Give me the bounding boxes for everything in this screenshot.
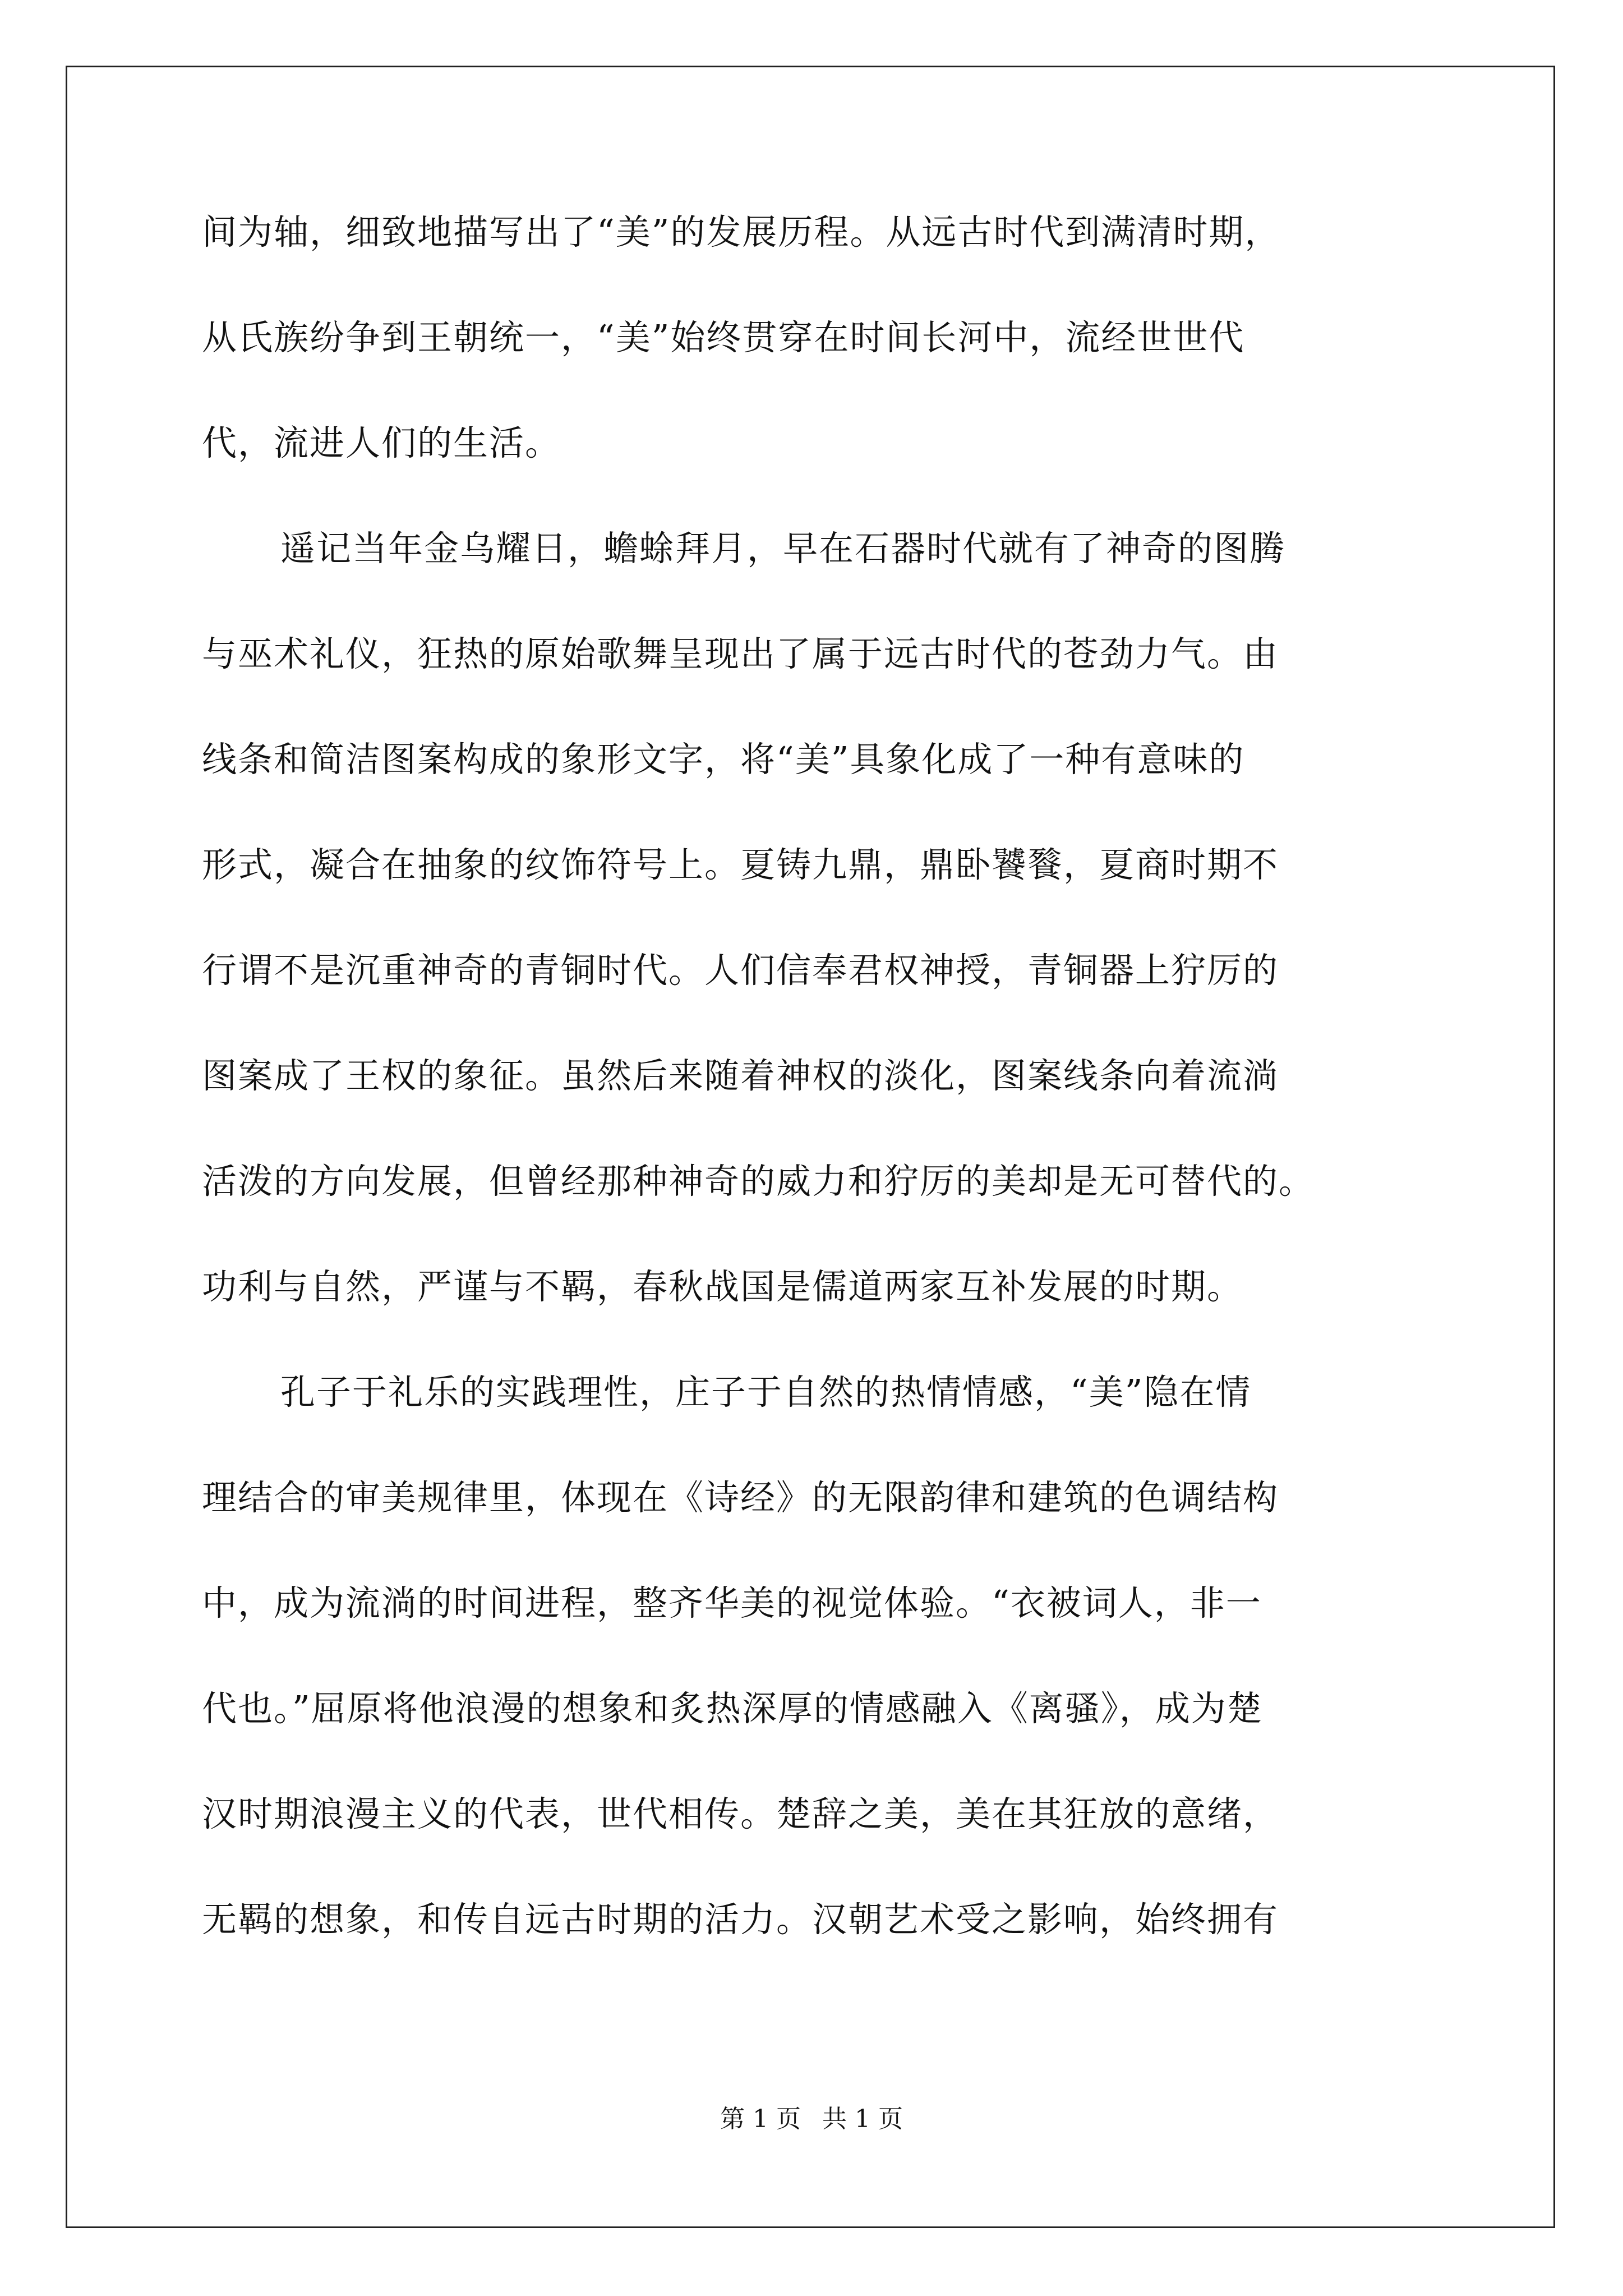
text-line: 无羁的想象，和传自远古时期的活力。汉朝艺术受之影响，始终拥有: [202, 1899, 1279, 1940]
text-line: 孔子于礼乐的实践理性，庄子于自然的热情情感，“美”隐在情: [280, 1372, 1252, 1412]
text-line: 中，成为流淌的时间进程，整齐华美的视觉体验。“衣被词人，非一: [202, 1582, 1262, 1623]
text-line: 图案成了王权的象征。虽然后来随着神权的淡化，图案线条向着流淌: [202, 1055, 1279, 1096]
text-line: 遥记当年金乌耀日，蟾蜍拜月，早在石器时代就有了神奇的图腾: [280, 528, 1286, 569]
text-line: 从氏族纷争到王朝统一，“美”始终贯穿在时间长河中，流经世世代: [202, 317, 1245, 358]
page-total: 共 1 页: [822, 2105, 903, 2133]
text-line: 理结合的审美规律里，体现在《诗经》的无限韵律和建筑的色调结构: [202, 1477, 1279, 1518]
page-footer: [0, 2102, 1623, 2136]
text-line: 汉时期浪漫主义的代表，世代相传。楚辞之美，美在其狂放的意绪，: [202, 1793, 1279, 1834]
text-line: 与巫术礼仪，狂热的原始歌舞呈现出了属于远古时代的苍劲力气。由: [202, 633, 1279, 674]
text-line: 间为轴，细致地描写出了“美”的发展历程。从远古时代到满清时期，: [202, 211, 1281, 252]
text-line: 功利与自然，严谨与不羁，春秋战国是儒道两家互补发展的时期。: [202, 1266, 1243, 1307]
text-line: 代也。”屈原将他浪漫的想象和炙热深厚的情感融入《离骚》，成为楚: [202, 1688, 1263, 1729]
text-line: 行谓不是沉重神奇的青铜时代。人们信奉君权神授，青铜器上狞厉的: [202, 950, 1279, 991]
text-line: 活泼的方向发展，但曾经那种神奇的威力和狞厉的美却是无可替代的。: [202, 1161, 1315, 1202]
text-line: 代，流进人们的生活。: [202, 422, 561, 463]
text-line: 线条和简洁图案构成的象形文字，将“美”具象化成了一种有意味的: [202, 739, 1245, 780]
text-line: 形式，凝合在抽象的纹饰符号上。夏铸九鼎，鼎卧饕餮，夏商时期不: [202, 844, 1279, 885]
page-number: 第 1 页: [720, 2105, 801, 2133]
